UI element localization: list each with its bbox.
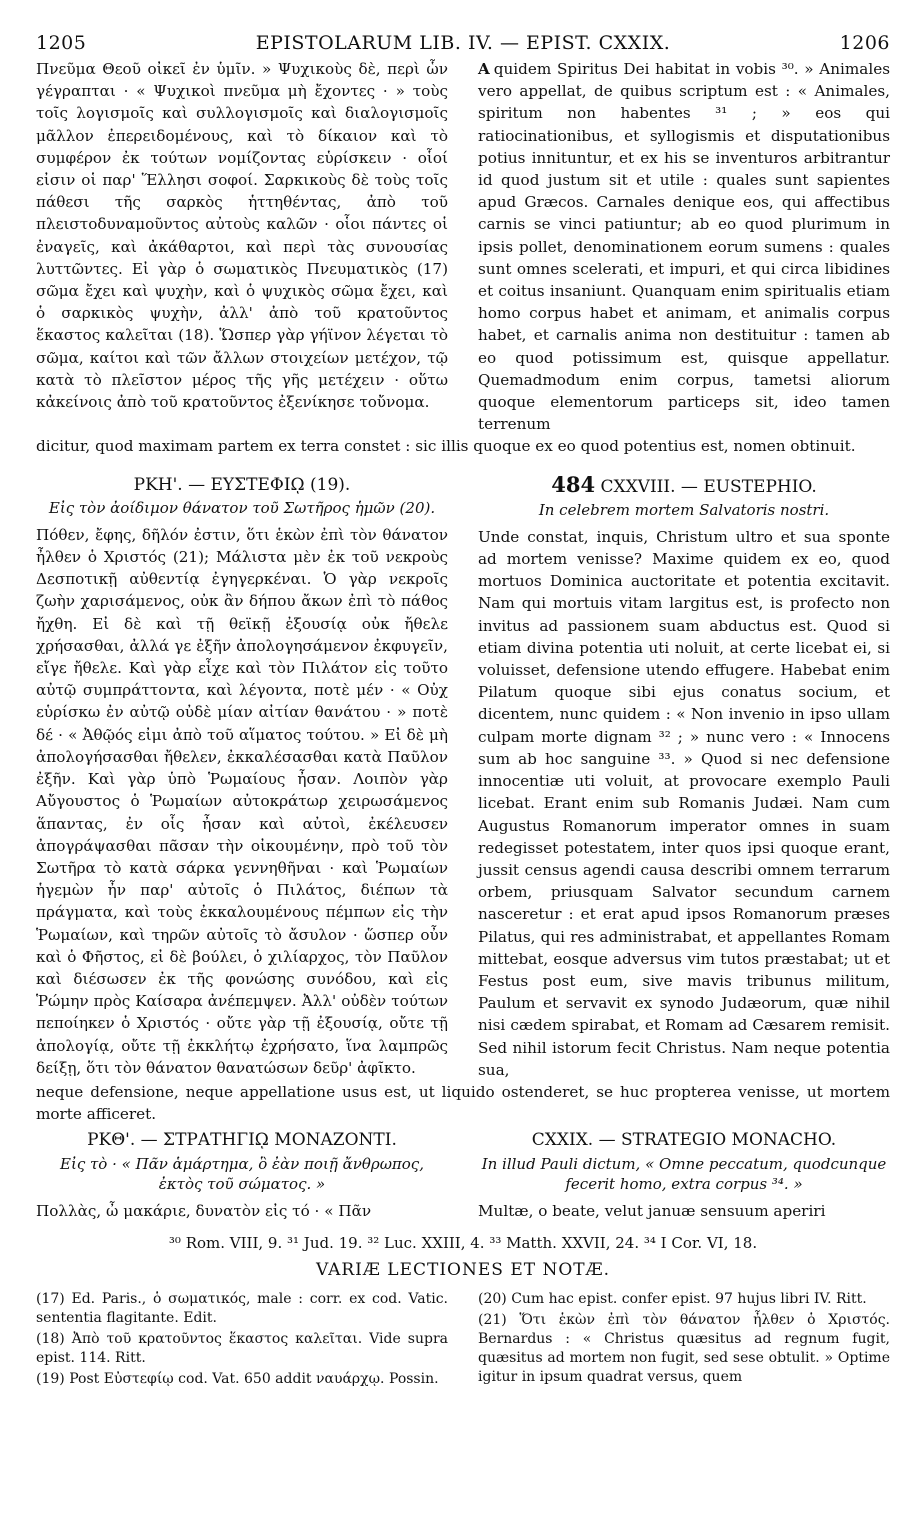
latin-column-2: [478, 464, 890, 1081]
greek-column-3: [36, 1125, 448, 1221]
notes-right-column: [478, 1290, 890, 1391]
note-item: (21) Ὅτι ἑκὼν ἐπὶ τὸν θάνατον ἦλθεν ὁ Χριστός. Bernardus : « Christus quæsitus ad regnum fugit, quæsitus ad mortem non fugit, sed sese obtulit. » Optime igitur in ipsum quadrat versus, quem: [478, 1311, 890, 1385]
margin-marker-a: A: [478, 60, 490, 78]
notes-section: [36, 1290, 890, 1391]
greek-column-1: [36, 58, 448, 435]
latin-text-3: Multæ, o beate, velut januæ sensuum aperiri: [478, 1201, 826, 1220]
note-item: (17) Ed. Paris., ὁ σωματικός, male : corr. ex cod. Vatic. sententia flagitante. Edit.: [36, 1290, 448, 1326]
right-page-number: 1206: [839, 32, 890, 54]
latin-text-1: [478, 58, 890, 435]
greek-subheading-2: Εἰς τὸν ἀοίδιμον θάνατον τοῦ Σωτῆρος ἡμῶν (20).: [48, 498, 436, 517]
full-width-text-2: neque defensione, neque appellatione usus est, ut liquido ostenderet, se huc propterea venisse, ut mortem morte afficeret.: [36, 1082, 890, 1124]
latin-column-3: [478, 1125, 890, 1221]
note-item: (19) Post Εὐστεφίῳ cod. Vat. 650 addit ναυάρχῳ. Possin.: [36, 1370, 439, 1387]
greek-heading-3: ΡΚΘ'. — ΣΤΡΑΤΗΓΙῼ ΜΟΝΑΖΟΝΤΙ.: [87, 1130, 397, 1151]
full-width-text-1: dicitur, quod maximam partem ex terra constet : sic illis quoque ex eo quod potentius est, nomen obtinuit.: [36, 437, 856, 456]
section-3: [36, 1125, 890, 1221]
page-header: [36, 32, 890, 54]
greek-text-1: Πνεῦμα Θεοῦ οἰκεῖ ἐν ὑμῖν. » Ψυχικοὺς δὲ, περὶ ὧν γέγραπται · « Ψυχικοὶ πνεῦμα μὴ ἔχοντες · » τοὺς τοῖς λογισμοῖς καὶ συλλογισμοῖς καὶ διαλογισμοῖς μᾶλλον ἐπερειδομένους, καὶ τὸ δίκαιον καὶ τὸ συμφέρον ἐκ τούτων νομίζοντας εὑρίσκειν · οἷοί εἰσιν οἱ παρ' Ἕλλησι σοφοί. Σαρκικοὺς δὲ τοὺς τοῖς πάθεσι τῆς σαρκὸς ἡττηθέντας, ἀπὸ τοῦ πλειστοδυναμοῦντος αὐτοὺς καλῶν · οἷοι πάντες οἱ ἐναγεῖς, καὶ ἀκάθαρτοι, καὶ περὶ τὰς συνουσίας λυττῶντες. Εἰ γὰρ ὁ σωματικὸς Πνευματικὸς (17) σῶμα ἔχει καὶ ψυχὴν, καὶ ὁ ψυχικὸς σῶμα ἔχει, καὶ ὁ σαρκικὸς ψυχὴν, ἀλλ' ἀπὸ τοῦ κρατοῦντος ἕκαστος καλεῖται (18). Ὥσπερ γὰρ γήϊνον λέγεται τὸ σῶμα, καίτοι καὶ τῶν ἄλλων στοιχείων μετέχον, τῷ κατὰ τὸ πλεῖστον μέρος τῆς γῆς μετέχειν · οὕτω κἀκείνοις ἀπὸ τοῦ κρατοῦντος ἐξενίκησε τοὔνομα.: [36, 60, 448, 412]
latin-heading-2: [478, 471, 890, 498]
greek-subheading-3: Εἰς τὸ · « Πᾶν ἁμάρτημα, ὃ ἐὰν ποιῇ ἄνθρωπος, ἐκτὸς τοῦ σώματος. »: [60, 1154, 424, 1193]
running-title: EPISTOLARUM LIB. IV. — EPIST. CXXIX.: [255, 32, 671, 54]
section-1: [36, 58, 890, 435]
latin-column-1: [478, 58, 890, 435]
section-2: [36, 464, 890, 1081]
column-number: 484: [551, 471, 596, 497]
greek-heading-2: ΡΚΗ'. — ΕΥΣΤΕΦΙῼ (19).: [133, 474, 351, 495]
notes-left-column: [36, 1290, 448, 1391]
latin-heading-3: CXXIX. — STRATEGIO MONACHO.: [531, 1130, 837, 1151]
greek-text-2: Πόθεν, ἔφης, δῆλόν ἐστιν, ὅτι ἑκὼν ἐπὶ τὸν θάνατον ἦλθεν ὁ Χριστός (21); Μάλιστα μὲν ἐκ τοῦ νεκροὺς Δεσποτικῇ αὐθεντίᾳ ἐγηγερκέναι. Ὁ γὰρ νεκροῖς ζωὴν χαρισάμενος, οὐκ ἂν δήπου ἄκων ἐπὶ τὸ πάθος ἤχθη. Εἰ δὲ καὶ τῇ θεϊκῇ ἐξουσίᾳ οὐκ ἤθελε χρήσασθαι, ἀλλά γε ἐξῆν ἀπολογησάμενον ἐκφυγεῖν, εἴγε ἤθελε. Καὶ γὰρ εἶχε καὶ τὸν Πιλάτον εἰς τοῦτο αὐτῷ συμπράττοντα, καὶ λέγοντα, ποτὲ μέν · « Οὐχ εὑρίσκω ἐν αὐτῷ οὐδὲ μίαν αἰτίαν θανάτου · » ποτὲ δέ · « Ἀθῷός εἰμι ἀπὸ τοῦ αἵματος τούτου. » Εἰ δὲ μὴ ἀπολογήσασθαι ἤθελεν, ἐκκαλέσασθαι κατὰ Παῦλον ἐξῆν. Καὶ γὰρ ὑπὸ Ῥωμαίους ἦσαν. Λοιπὸν γὰρ Αὔγουστος ὁ Ῥωμαίων αὐτοκράτωρ χειρωσάμενος ἅπαντας, ἐν οἷς ἦσαν καὶ αὐτοὶ, ἐκέλευσεν ἀπογράψασθαι πᾶσαν τὴν οἰκουμένην, πρὸ τοῦ τὸν Σωτῆρα τὸ κατὰ σάρκα γεννηθῆναι · καὶ Ῥωμαίων ἡγεμὼν ἦν παρ' αὐτοῖς ὁ Πιλάτος, διέπων τὰ πράγματα, καὶ τοὺς ἐκκαλουμένους πέμπων εἰς τὴν Ῥωμαίων, καὶ τηρῶν αὐτοῖς τὸ ἄσυλον · ὥσπερ οὖν καὶ ὁ Φῆστος, εἰ δὲ βούλει, ὁ χιλίαρχος, τὸν Παῦλον καὶ διέσωσεν ἐκ τῆς φονώσης συνόδου, καὶ εἰς Ῥώμην πρὸς Καίσαρα ἀνέπεμψεν. Ἀλλ' οὐδὲν τούτων πεποίηκεν ὁ Χριστός · οὔτε γὰρ τῇ ἐξουσίᾳ, οὔτε τῇ ἀπολογίᾳ, οὔτε τῇ ἐκκλήτῳ ἐχρήσατο, ἵνα λαμπρῶς δείξῃ, ὅτι τὸν θάνατον θανατώσων δεῦρ' ἀφῖκτο.: [36, 525, 448, 1077]
latin-text-1-body: quidem Spiritus Dei habitat in vobis ³⁰. » Animales vero appellat, de quibus scriptum est : « Animales, spiritum non habentes ³¹ ; » eos qui ratiocinationibus, et syllogismis et disputationibus potius innituntur, et ex his se inventuros arbitrantur id quod justum sit et utile : quales sunt sapientes apud Græcos. Carnales denique eos, qui affectibus carnis se vinci patiuntur; ab eo quod plurimum in ipsis pollet, denominationem eorum sumens : quales sunt omnes scelerati, et impuri, et qui circa libidines et coitus insaniunt. Quanquam enim spiritualis etiam homo corpus habet et animam, et animalis corpus habet, et carnalis anima non destituitur : tamen ab eo quod potissimum est, quisque appellatur. Quemadmodum enim corpus, tametsi aliorum quoque elementorum particeps sit, ideo tamen terrenum: [478, 60, 890, 434]
note-item: (20) Cum hac epist. confer epist. 97 hujus libri IV. Ritt.: [478, 1290, 867, 1307]
footnote-references: ³⁰ Rom. VIII, 9. ³¹ Jud. 19. ³² Luc. XXIII, 4. ³³ Matth. XXVII, 24. ³⁴ I Cor. VI, 18.: [168, 1233, 758, 1252]
greek-column-2: [36, 464, 448, 1081]
latin-subheading-3: In illud Pauli dictum, « Omne peccatum, quodcunque fecerit homo, extra corpus ³⁴. »: [481, 1154, 887, 1193]
notes-title: VARIÆ LECTIONES ET NOTÆ.: [315, 1259, 611, 1280]
page: [36, 32, 890, 1391]
left-page-number: 1205: [36, 32, 87, 54]
note-item: (18) Ἀπὸ τοῦ κρατοῦντος ἕκαστος καλεῖται. Vide supra epist. 114. Ritt.: [36, 1330, 448, 1366]
latin-subheading-2: In celebrem mortem Salvatoris nostri.: [538, 500, 830, 519]
latin-text-2: Unde constat, inquis, Christum ultro et sua sponte ad mortem venisse? Maxime quidem ex eo, quod mortuos Dominica auctoritate et potentia excitavit. Nam qui mortuis vitam largitus est, is profecto non invitus ad passionem suam abductus est. Quod si etiam divina potentia uti noluit, at certe licebat ei, si voluisset, defensione utendo effugere. Habebat enim Pilatum quoque sibi ejus conatus socium, et dicentem, nunc quidem : « Non invenio in ipso ullam culpam morte dignam ³² ; » nunc vero : « Innocens sum ab hoc sanguine ³³. » Quod si nec defensione innocentiæ uti voluit, at provocare exemplo Pauli licebat. Erant enim sub Romanis Judæi. Nam cum Augustus Romanorum imperator omnes in suam redegisset potestatem, inter quos ipsi quoque erant, jussit census agendi causa describi omnem terrarum orbem, priusquam Salvator secundum carnem nasceretur : et erat apud ipsos Romanorum præses Pilatus, qui res administrabat, et appellantes Romam mittebat, eosque adversus vim tutos præstabat; ut et Festus post eum, sive mavis tribunus militum, Paulum et servavit ex synodo Judæorum, quæ nihil nisi cædem spirabat, et Romam ad Cæsarem remisit. Sed nihil istorum fecit Christus. Nam neque potentia sua,: [478, 527, 890, 1079]
latin-heading-2-text: CXXVIII. — EUSTEPHIO.: [600, 476, 817, 497]
greek-text-3: Πολλὰς, ὦ μακάριε, δυνατὸν εἰς τό · « Πᾶν: [36, 1201, 372, 1220]
